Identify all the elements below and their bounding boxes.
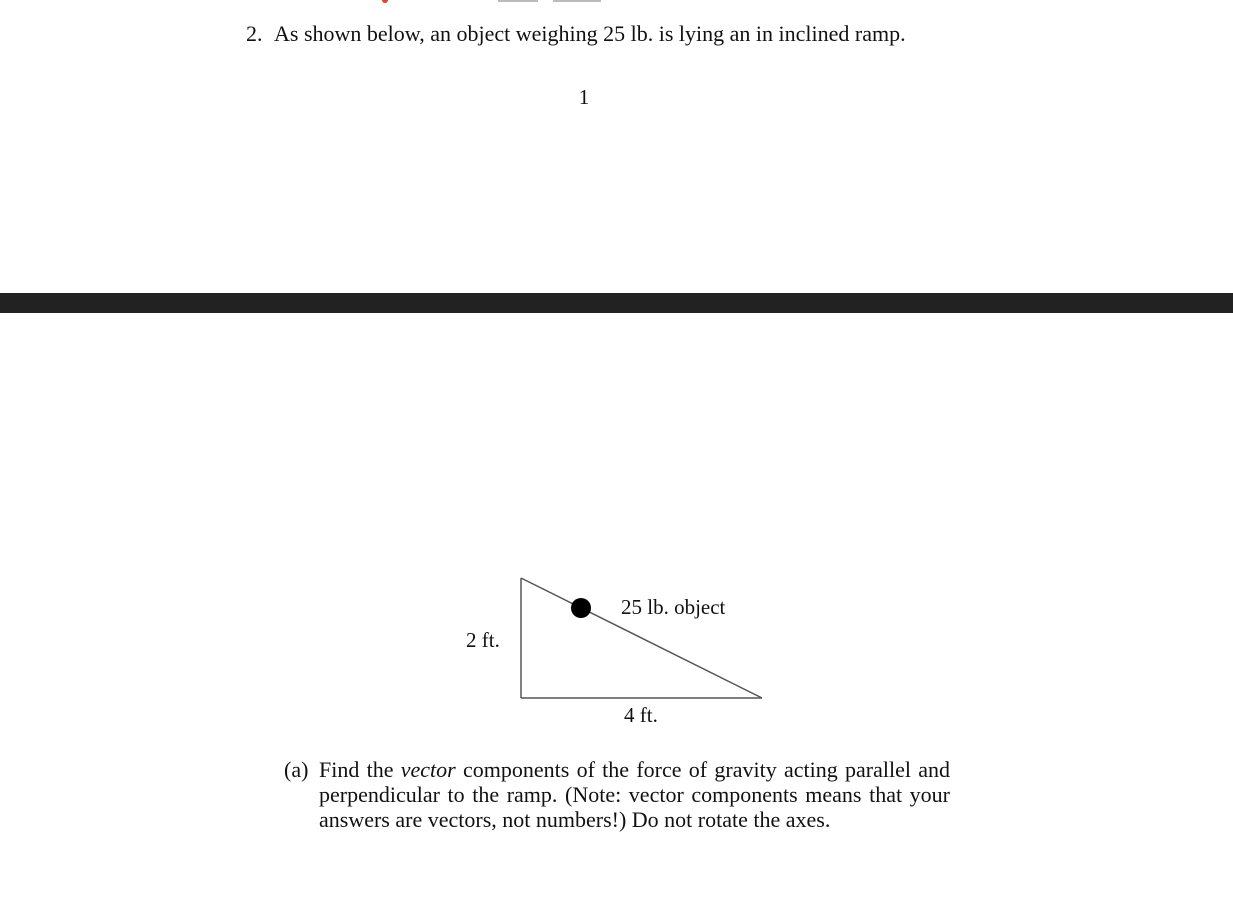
problem-statement bbox=[246, 20, 906, 48]
object-dot bbox=[571, 598, 591, 618]
problem-text: As shown below, an object weighing 25 lb. is lying an in inclined ramp. bbox=[274, 21, 906, 46]
part-a-text-start: Find the bbox=[319, 757, 401, 782]
problem-number: 2. bbox=[246, 21, 263, 46]
width-label: 4 ft. bbox=[624, 703, 658, 727]
top-cropped-text-fragment bbox=[553, 0, 601, 2]
top-cropped-mark bbox=[382, 0, 388, 3]
part-a-marker: (a) bbox=[284, 757, 309, 782]
part-a-text-rest: components of the force of gravity acting parallel and perpendicular to the ramp. (Note: vector components means that your answers are vectors, not numbers!) Do not rotate the axes. bbox=[319, 757, 950, 832]
top-cropped-text-fragment bbox=[498, 0, 538, 2]
page-break-bar bbox=[0, 293, 1233, 313]
part-a-text bbox=[319, 757, 950, 832]
part-a bbox=[284, 757, 950, 832]
page-number: 1 bbox=[578, 85, 590, 109]
object-label: 25 lb. object bbox=[621, 595, 726, 619]
ramp-figure bbox=[440, 560, 780, 740]
part-a-emphasis: vector bbox=[400, 757, 456, 782]
page-top bbox=[0, 0, 1233, 293]
height-label: 2 ft. bbox=[466, 628, 500, 652]
